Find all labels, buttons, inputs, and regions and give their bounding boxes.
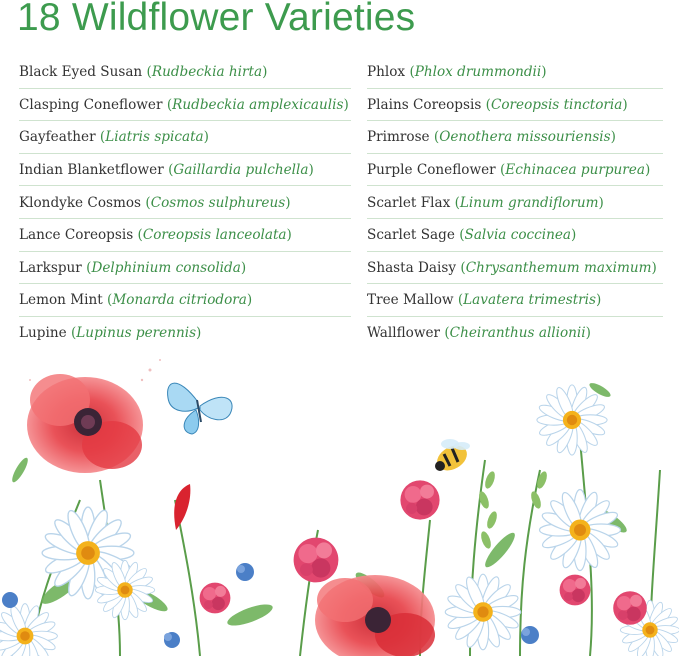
- common-name: Clasping Coneflower: [19, 96, 163, 113]
- latin-name: Phlox drummondii: [414, 64, 542, 81]
- common-name: Primrose: [367, 129, 430, 146]
- list-item: Wallflower ( Cheiranthus allionii ): [367, 325, 591, 342]
- common-name: Larkspur: [19, 259, 82, 276]
- list-item: Gayfeather ( Liatris spicata ): [19, 121, 351, 154]
- list-item: Lemon Mint ( Monarda citriodora ): [19, 284, 351, 317]
- common-name: Lemon Mint: [19, 292, 103, 309]
- list-item: Phlox ( Phlox drummondii ): [367, 56, 663, 89]
- common-name: Lupine: [19, 325, 67, 342]
- wildflower-illustration: [0, 350, 679, 656]
- page-title: 18 Wildflower Varieties: [17, 0, 416, 39]
- latin-name: Lavatera trimestris: [463, 292, 597, 309]
- common-name: Tree Mallow: [367, 292, 454, 309]
- bee-icon: [433, 439, 472, 476]
- list-item: Clasping Coneflower ( Rudbeckia amplexicaulis ): [19, 89, 351, 122]
- latin-name: Coreopsis lanceolata: [142, 227, 287, 244]
- latin-name: Linum grandiflorum: [459, 194, 599, 211]
- list-item: Lance Coreopsis ( Coreopsis lanceolata ): [19, 219, 351, 252]
- common-name: Scarlet Flax: [367, 194, 451, 211]
- list-item: Black Eyed Susan ( Rudbeckia hirta ): [19, 56, 351, 89]
- list-item: Tree Mallow ( Lavatera trimestris ): [367, 284, 663, 317]
- latin-name: Rudbeckia amplexicaulis: [172, 96, 344, 113]
- list-item: Plains Coreopsis ( Coreopsis tinctoria ): [367, 89, 663, 122]
- list-item: Klondyke Cosmos ( Cosmos sulphureus ): [19, 186, 351, 219]
- list-item: Shasta Daisy ( Chrysanthemum maximum ): [367, 252, 663, 285]
- poppy-flower: [27, 374, 143, 473]
- common-name: Shasta Daisy: [367, 259, 457, 276]
- list-item: Indian Blanketflower ( Gaillardia pulchella ): [19, 154, 351, 187]
- common-name: Plains Coreopsis: [367, 96, 482, 113]
- latin-name: Salvia coccinea: [464, 227, 572, 244]
- common-name: Wallflower: [367, 325, 441, 342]
- flower-list-left: [19, 56, 351, 349]
- list-item: Scarlet Flax ( Linum grandiflorum ): [367, 186, 663, 219]
- latin-name: Monarda citriodora: [112, 292, 247, 309]
- latin-name: Gaillardia pulchella: [173, 162, 309, 179]
- latin-name: Rudbeckia hirta: [151, 64, 263, 81]
- list-item: Primrose ( Oenothera missouriensis ): [367, 121, 663, 154]
- common-name: Gayfeather: [19, 129, 96, 146]
- latin-name: Echinacea purpurea: [505, 162, 645, 179]
- common-name: Indian Blanketflower: [19, 162, 164, 179]
- flower-list-right: [367, 56, 663, 349]
- list-item: Purple Coneflower ( Echinacea purpurea ): [367, 154, 663, 187]
- latin-name: Cheiranthus allionii: [449, 325, 586, 342]
- latin-name: Delphinium consolida: [91, 259, 241, 276]
- list-item: Scarlet Sage ( Salvia coccinea ): [367, 219, 663, 252]
- common-name: Scarlet Sage: [367, 227, 455, 244]
- latin-name: Cosmos sulphureus: [150, 194, 286, 211]
- latin-name: Lupinus perennis: [76, 325, 197, 342]
- latin-name: Liatris spicata: [105, 129, 204, 146]
- latin-name: Coreopsis tinctoria: [490, 96, 623, 113]
- common-name: Klondyke Cosmos: [19, 194, 142, 211]
- common-name: Purple Coneflower: [367, 162, 496, 179]
- common-name: Lance Coreopsis: [19, 227, 134, 244]
- list-item: Larkspur ( Delphinium consolida ): [19, 252, 351, 285]
- latin-name: Chrysanthemum maximum: [465, 259, 652, 276]
- common-name: Black Eyed Susan: [19, 64, 143, 81]
- latin-name: Oenothera missouriensis: [439, 129, 611, 146]
- common-name: Phlox: [367, 64, 406, 81]
- list-item: Lupine ( Lupinus perennis ): [19, 325, 202, 342]
- butterfly-icon: [168, 383, 233, 434]
